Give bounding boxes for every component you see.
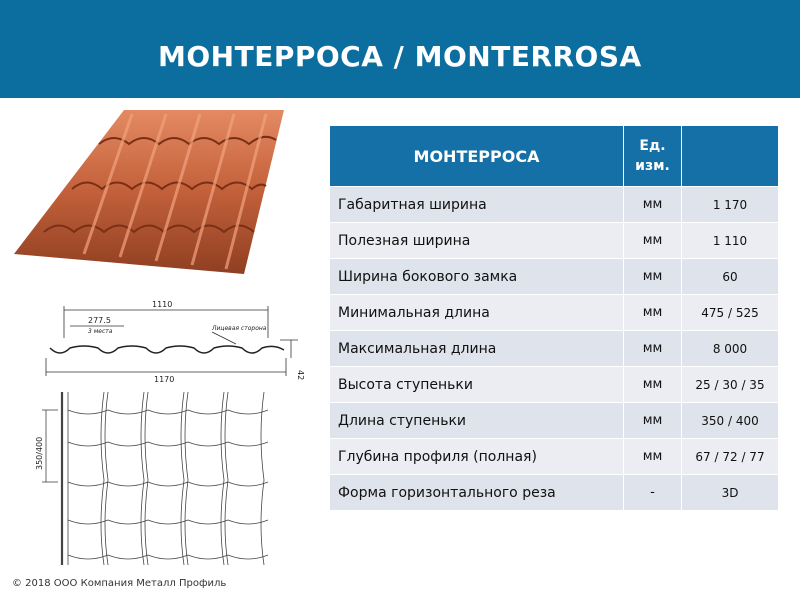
row-value-cell: 25 / 30 / 35	[682, 367, 779, 403]
sheet-plan-drawing	[36, 390, 281, 570]
header-name-cell: МОНТЕРРОСА	[330, 126, 624, 187]
page-title: МОНТЕРРОСА / MONTERROSA	[158, 40, 642, 73]
table-header-row	[330, 126, 779, 187]
row-unit-cell: мм	[624, 295, 682, 331]
table-row	[330, 295, 779, 331]
footer-copyright: © 2018 ООО Компания Металл Профиль	[12, 578, 227, 589]
table-row	[330, 187, 779, 223]
table-row	[330, 439, 779, 475]
profile-section-drawing	[36, 298, 306, 386]
title-banner	[0, 0, 800, 98]
row-name-cell: Максимальная длина	[330, 331, 624, 367]
row-unit-cell: мм	[624, 331, 682, 367]
height-label: 42	[296, 370, 305, 381]
row-unit-cell: мм	[624, 367, 682, 403]
useful-width-label: 1110	[152, 300, 173, 309]
row-value-cell: 475 / 525	[682, 295, 779, 331]
row-name-cell: Полезная ширина	[330, 223, 624, 259]
row-unit-cell: мм	[624, 223, 682, 259]
row-unit-cell: -	[624, 475, 682, 511]
row-name-cell: Форма горизонтального реза	[330, 475, 624, 511]
row-name-cell: Длина ступеньки	[330, 403, 624, 439]
row-unit-cell: мм	[624, 439, 682, 475]
row-name-cell: Минимальная длина	[330, 295, 624, 331]
header-unit-line1: Ед.	[639, 138, 666, 154]
row-name-cell: Габаритная ширина	[330, 187, 624, 223]
row-name-cell: Ширина бокового замка	[330, 259, 624, 295]
row-name-cell: Высота ступеньки	[330, 367, 624, 403]
face-side-label: Лицевая сторона	[212, 325, 267, 332]
row-unit-cell: мм	[624, 187, 682, 223]
table-row	[330, 475, 779, 511]
row-name-cell: Глубина профиля (полная)	[330, 439, 624, 475]
header-value-cell	[682, 126, 779, 187]
table-row	[330, 331, 779, 367]
table-row	[330, 223, 779, 259]
step-length-label: 350/400	[35, 436, 44, 470]
header-unit-cell	[624, 126, 682, 187]
table-body	[330, 187, 779, 511]
row-value-cell: 60	[682, 259, 779, 295]
row-value-cell: 1 110	[682, 223, 779, 259]
step-label: 277.5	[88, 316, 111, 325]
spec-table	[329, 125, 779, 511]
row-value-cell: 67 / 72 / 77	[682, 439, 779, 475]
row-unit-cell: мм	[624, 403, 682, 439]
table-row	[330, 259, 779, 295]
roof-tile-photo	[14, 104, 314, 284]
table-row	[330, 367, 779, 403]
row-value-cell: 1 170	[682, 187, 779, 223]
row-unit-cell: мм	[624, 259, 682, 295]
step-note-label: 3 места	[88, 328, 113, 335]
row-value-cell: 3D	[682, 475, 779, 511]
overall-width-label: 1170	[154, 375, 175, 384]
row-value-cell: 8 000	[682, 331, 779, 367]
header-unit-line2: изм.	[635, 158, 670, 174]
table-row	[330, 403, 779, 439]
row-value-cell: 350 / 400	[682, 403, 779, 439]
